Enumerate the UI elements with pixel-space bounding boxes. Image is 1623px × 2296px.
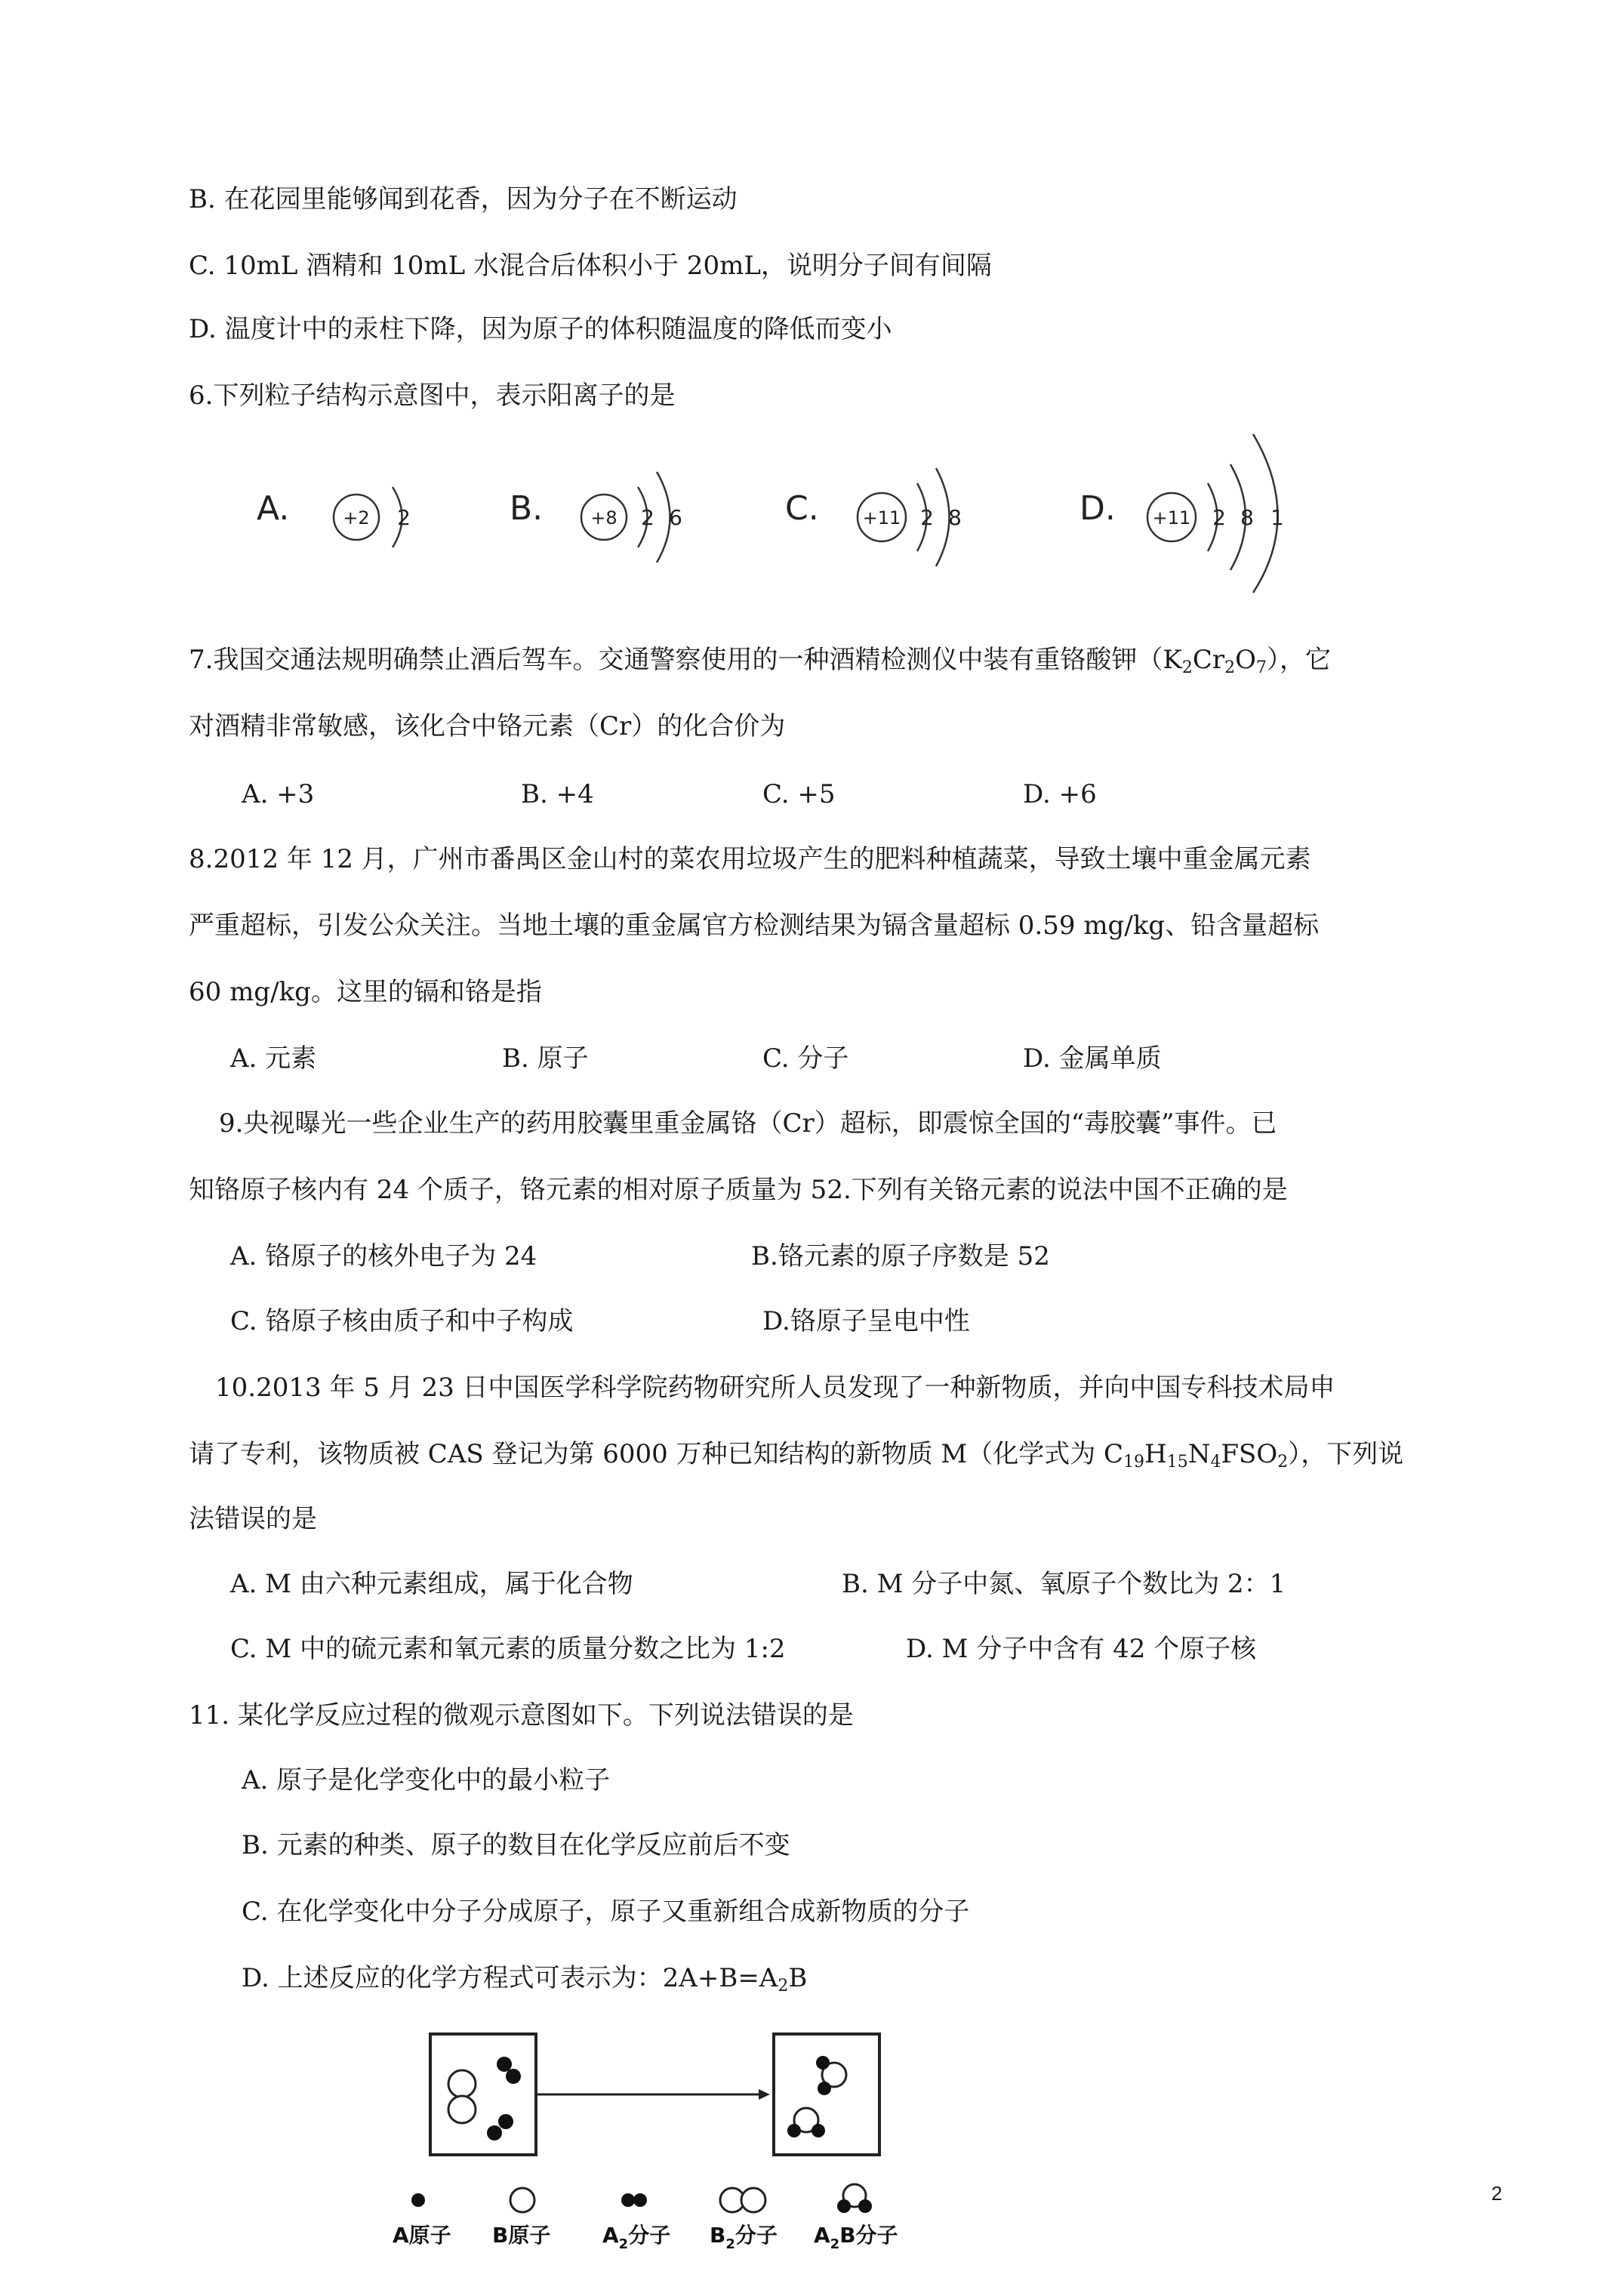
atom-b-shell-2: 6 [669,505,682,530]
atom-option-c [785,468,962,566]
atom-d-shell-2: 8 [1240,505,1254,530]
atom-d-letter: D. [1079,489,1116,528]
legend-b-atom-icon [510,2188,534,2212]
q9-option-a: A. 铬原子的核外电子为 24 [230,1241,537,1271]
q7-option-b: B. +4 [521,779,594,809]
atom-option-a [257,487,411,547]
a2-molecule [487,2114,513,2140]
q10-option-a: A. M 由六种元素组成，属于化合物 [230,1569,633,1599]
q8-option-b: B. 原子 [502,1043,589,1074]
q11-option-d: D. 上述反应的化学方程式可表示为：$2A+B=A_2B$ [242,1963,808,1996]
q7-line-2: 对酒精非常敏感，该化合中铬元素（Cr）的化合价为 [189,711,786,741]
q9-line-2: 知铬原子核内有 24 个质子，铬元素的相对原子质量为 52.下列有关铬元素的说法中国不正确的是 [189,1175,1288,1205]
q6-stem: 6.下列粒子结构示意图中，表示阳离子的是 [189,381,676,411]
atom-option-b [510,472,682,562]
b2-molecule [448,2070,476,2123]
atom-c-nucleus: +11 [862,507,901,529]
q11-option-a: A. 原子是化学变化中的最小粒子 [242,1765,611,1795]
atom-d-shell-3: 1 [1270,505,1284,530]
q11-option-b: B. 元素的种类、原子的数目在化学反应前后不变 [242,1830,790,1860]
q5-option-d: D. 温度计中的汞柱下降，因为原子的体积随温度的降低而变小 [189,314,892,344]
q9-line-1: 9.央视曝光一些企业生产的药用胶囊里重金属铬（Cr）超标，即震惊全国的“毒胶囊”事件。已 [219,1108,1277,1139]
q9-option-d: D.铬原子呈电中性 [762,1306,970,1336]
reactants-box [430,2034,536,2155]
atom-b-nucleus: +8 [590,507,617,529]
q10-option-d: D. M 分子中含有 42 个原子核 [906,1634,1257,1664]
q8-line-2: 严重超标，引发公众关注。当地土壤的重金属官方检测结果为镉含量超标 0.59 mg/kg、铅含量超标 [189,911,1320,941]
q8-line-3: 60 mg/kg。这里的镉和铬是指 [189,977,542,1007]
q8-option-c: C. 分子 [762,1043,849,1074]
q5-option-c: C. 10mL 酒精和 10mL 水混合后体积小于 20mL，说明分子间有间隔 [189,251,992,281]
q7-line-1: 7.我国交通法规明确禁止酒后驾车。交通警察使用的一种酒精检测仪中装有重铬酸钾$(K_2Cr_2O_7)$，它 [189,645,1331,677]
atom-c-shell-2: 8 [948,505,962,530]
legend-a2b-label: $A_2B$分子 [814,2223,898,2252]
a2b-molecule [816,2056,846,2095]
legend-a-atom-label: A原子 [393,2223,451,2248]
a2b-molecule [787,2108,825,2137]
atom-c-shell-1: 2 [920,505,934,530]
q8-option-d: D. 金属单质 [1023,1043,1162,1074]
atom-c-letter: C. [785,489,819,528]
atom-structure-diagrams [249,430,1381,596]
atom-d-shell-1: 2 [1212,505,1226,530]
atom-b-letter: B. [510,489,544,528]
q7-option-a: A. +3 [242,779,315,809]
atom-option-d [1079,434,1284,593]
q8-option-a: A. 元素 [230,1043,317,1074]
q7-option-c: C. +5 [762,779,836,809]
legend-b2-label: $B_2$分子 [710,2223,778,2252]
legend-b2-molecule-icon [720,2188,765,2212]
atom-a-shell-1: 2 [397,505,411,530]
atom-b-shell-1: 2 [641,505,654,530]
atom-a-letter: A. [257,489,290,528]
atom-a-nucleus: +2 [343,507,370,529]
q9-option-c: C. 铬原子核由质子和中子构成 [230,1306,574,1336]
legend-a2b-molecule-icon [837,2184,872,2213]
legend-a2-molecule-icon [621,2193,647,2207]
q5-option-b: B. 在花园里能够闻到花香，因为分子在不断运动 [189,184,738,214]
legend-b-atom-label: B原子 [492,2223,551,2248]
a2-molecule [497,2057,521,2084]
page-number: 2 [1491,2182,1502,2205]
q10-line-3: 法错误的是 [189,1504,317,1534]
q11-option-c: C. 在化学变化中分子分成原子，原子又重新组合成新物质的分子 [242,1897,970,1927]
q9-option-b: B.铬元素的原子序数是 52 [751,1241,1050,1271]
atom-d-nucleus: +11 [1152,507,1191,529]
q7-option-d: D. +6 [1023,779,1097,809]
q10-line-2: 请了专利，该物质被 CAS 登记为第 6000 万种已知结构的新物质 M（化学式为 $C_{19}H_{15}N_4FSO_2$），下列说 [189,1439,1404,1472]
q10-option-c: C. M 中的硫元素和氧元素的质量分数之比为 1:2 [230,1634,786,1664]
q10-line-1: 10.2013 年 5 月 23 日中国医学科学院药物研究所人员发现了一种新物质，并向中国专科技术局申 [215,1373,1335,1403]
q11-stem: 11. 某化学反应过程的微观示意图如下。下列说法错误的是 [189,1700,854,1730]
legend-a2-label: $A_2$分子 [602,2223,671,2252]
legend-a-atom-icon [411,2193,425,2207]
q8-line-1: 8.2012 年 12 月，广州市番禺区金山村的菜农用垃圾产生的肥料种植蔬菜，导致土壤中重金属元素 [189,844,1311,874]
reaction-diagram [362,2016,966,2257]
q10-option-b: B. M 分子中氮、氧原子个数比为 2：1 [842,1569,1286,1599]
